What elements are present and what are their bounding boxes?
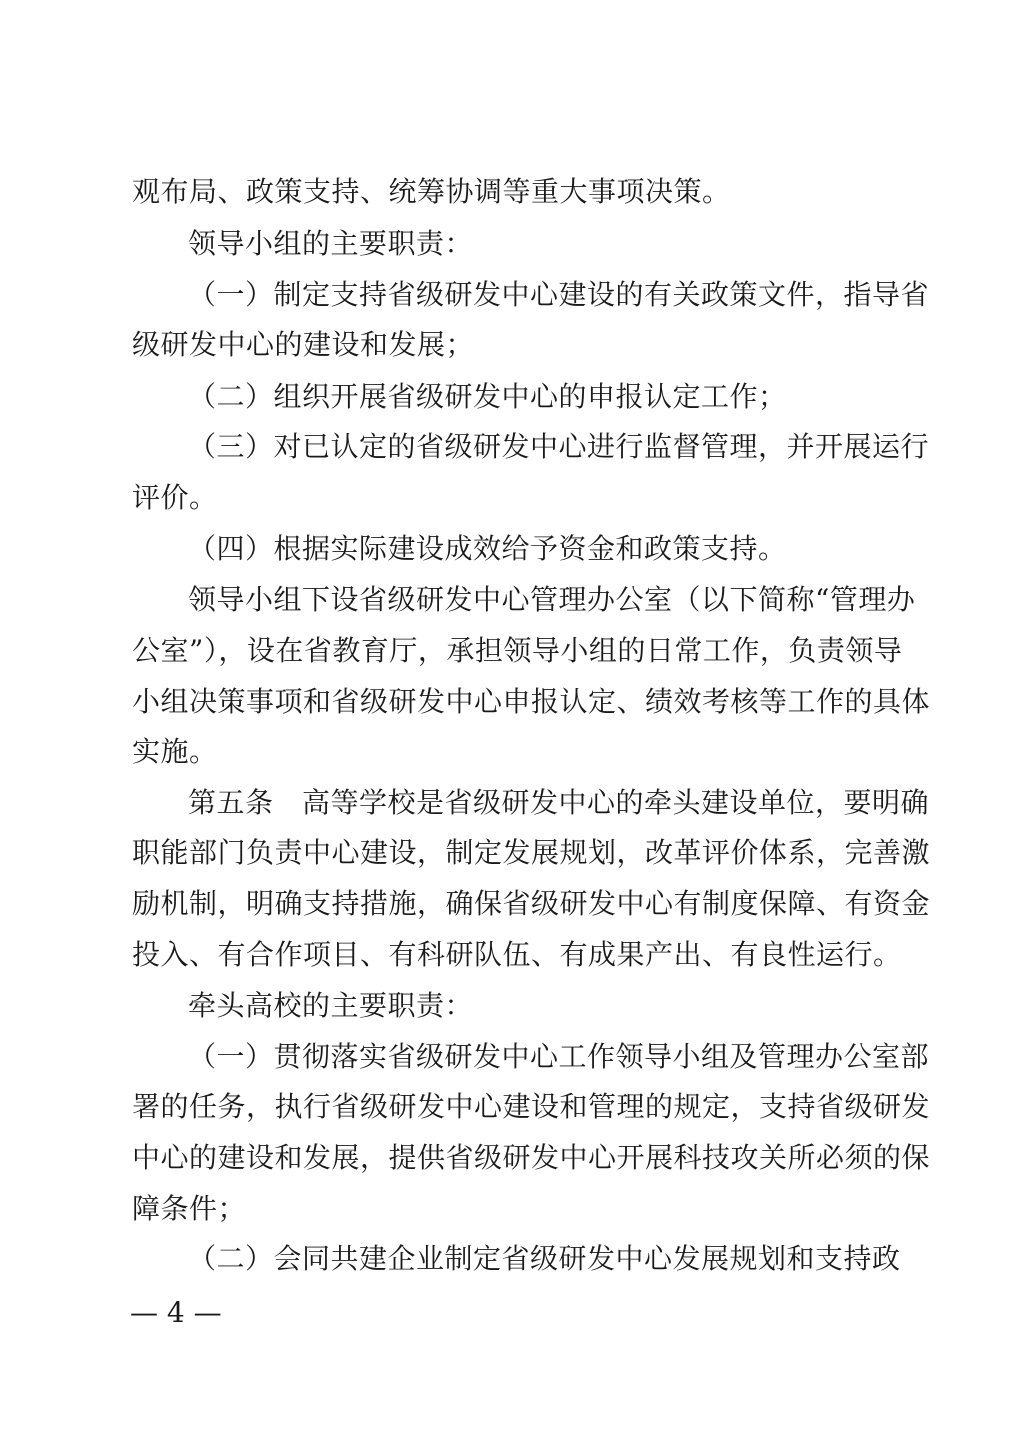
text-line-2: 领导小组的主要职责： [188,227,474,260]
text-line-10: 公室”），设在省教育厅，承担领导小组的日常工作，负责领导 [132,634,903,667]
text-line-17: 牵头高校的主要职责： [188,989,474,1022]
text-line-3: （一）制定支持省级研发中心建设的有关政策文件，指导省 [188,278,930,311]
text-line-8: （四）根据实际建设成效给予资金和政策支持。 [188,532,787,565]
text-line-12: 实施。 [132,735,218,768]
page-number: — 4 — [130,1296,222,1329]
text-line-4: 级研发中心的建设和发展； [132,328,475,361]
text-line-16: 投入、有合作项目、有科研队伍、有成果产出、有良性运行。 [132,938,902,971]
text-line-13: 第五条 高等学校是省级研发中心的牵头建设单位，要明确 [188,786,930,819]
text-line-5: （二）组织开展省级研发中心的申报认定工作； [188,380,787,413]
text-line-15: 励机制，明确支持措施，确保省级研发中心有制度保障、有资金 [132,887,931,920]
text-line-7: 评价。 [132,481,218,514]
text-line-20: 中心的建设和发展，提供省级研发中心开展科技攻关所必须的保 [132,1141,931,1174]
text-line-11: 小组决策事项和省级研发中心申报认定、绩效考核等工作的具体 [132,685,931,718]
text-line-22: （二）会同共建企业制定省级研发中心发展规划和支持政 [188,1242,901,1275]
text-line-1: 观布局、政策支持、统筹协调等重大事项决策。 [132,175,731,208]
text-line-18: （一）贯彻落实省级研发中心工作领导小组及管理办公室部 [188,1040,930,1073]
text-line-6: （三）对已认定的省级研发中心进行监督管理，并开展运行 [188,430,930,463]
text-line-19: 署的任务，执行省级研发中心建设和管理的规定，支持省级研发 [132,1090,931,1123]
text-line-21: 障条件； [132,1192,247,1225]
text-line-14: 职能部门负责中心建设，制定发展规划，改革评价体系，完善激 [132,836,931,869]
text-line-9: 领导小组下设省级研发中心管理办公室（以下简称“管理办 [188,583,916,616]
